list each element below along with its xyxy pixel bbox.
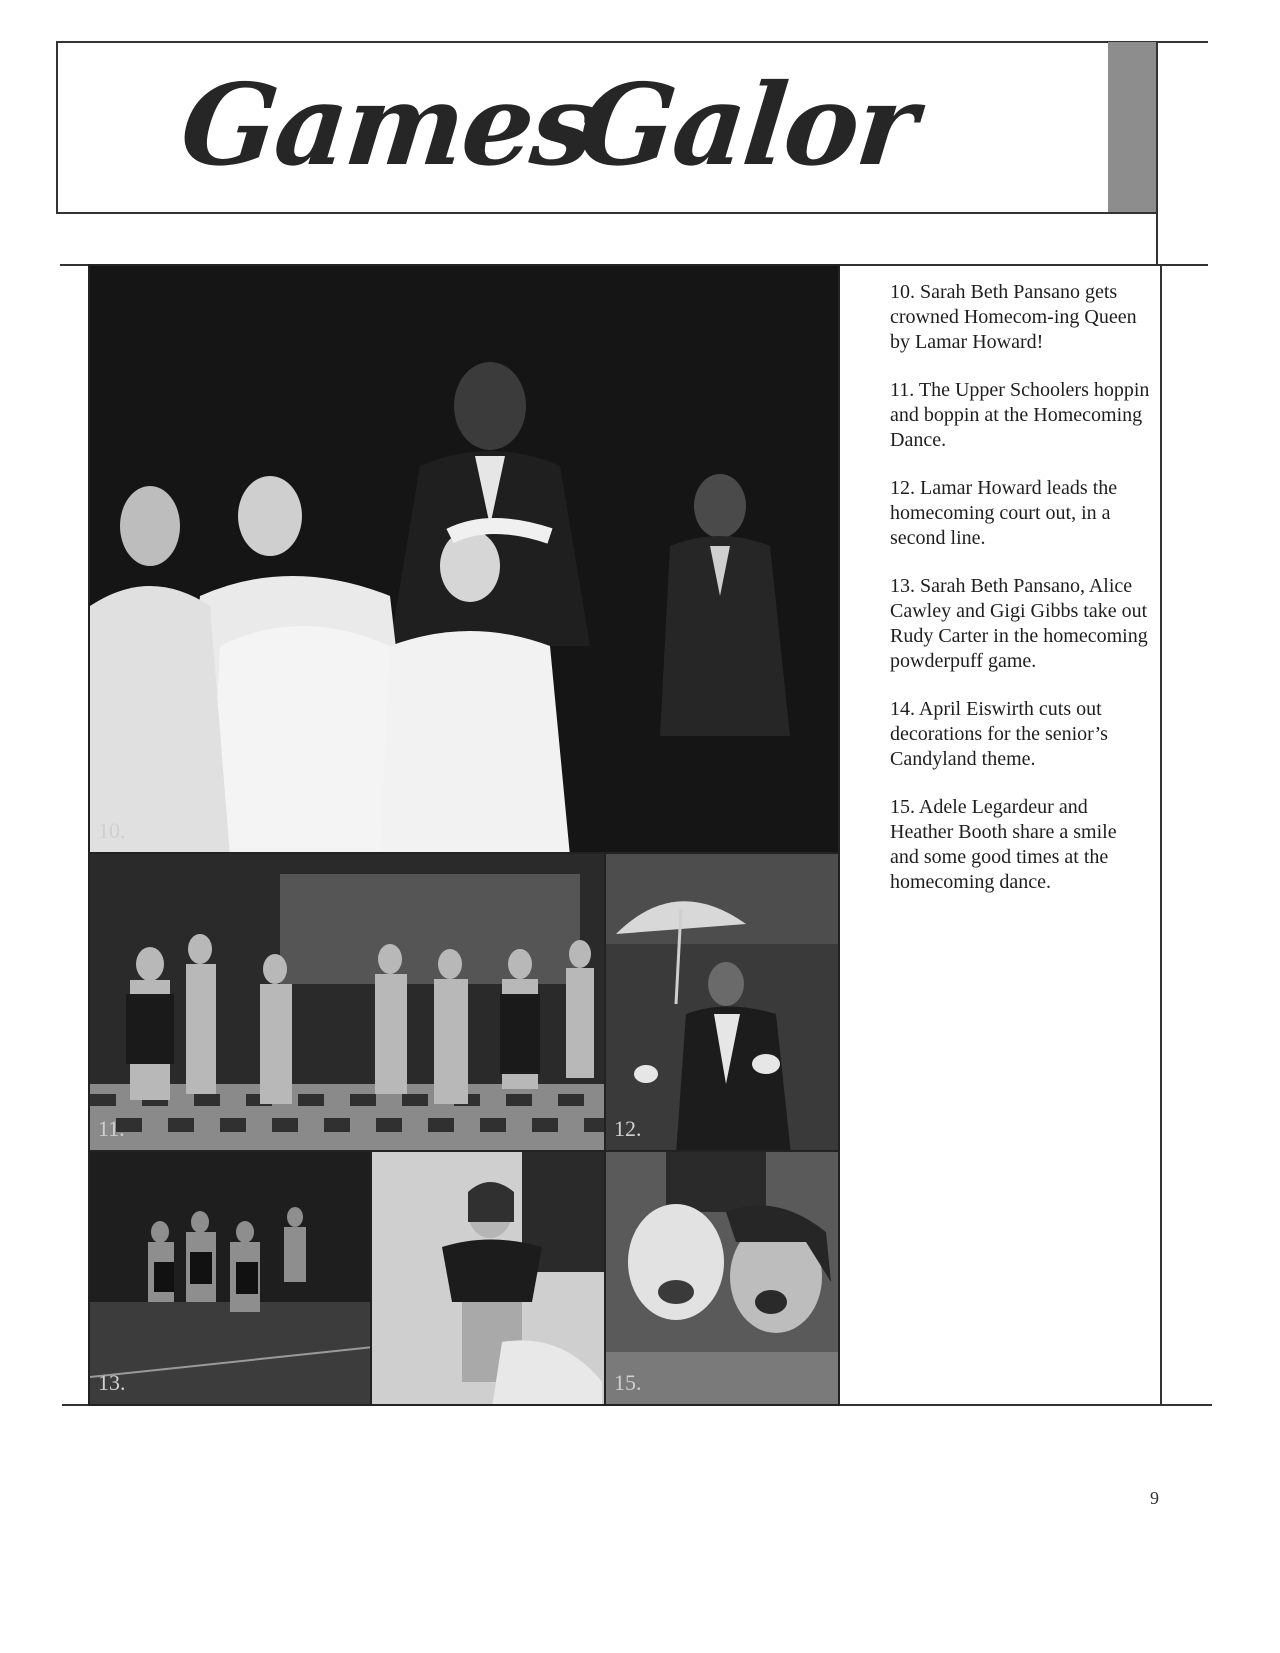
photo-10 [88,264,840,854]
photo-number-12: 12. [614,1116,642,1141]
caption-14: 14. April Eiswirth cuts out decorations for the senior’s Candyland theme. [890,698,1108,770]
photo-14 [370,1150,606,1406]
caption-12: 12. Lamar Howard leads the homecoming court out, in a second line. [890,477,1118,549]
content-right-rule [1160,264,1162,1404]
powderpuff-game-illustration [90,1152,372,1406]
caption-15: 15. Adele Legardeur and Heather Booth share a smile and some good times at the homecoming dance. [890,796,1117,893]
photo-number-15: 15. [614,1370,642,1395]
photo-number-10: 10. [98,818,126,843]
friends-smiling-illustration [606,1152,840,1406]
homecoming-dance-illustration [90,854,606,1152]
photo-13 [88,1150,372,1406]
right-margin-rule [1156,42,1158,264]
photo-number-13: 13. [98,1370,126,1395]
title-top-rule [56,41,1208,43]
title-gray-tab [1108,42,1156,212]
title-left-rule [56,42,58,212]
photo-number-14: 14. [380,1370,408,1395]
caption-10: 10. Sarah Beth Pansano gets crowned Homecom-ing Queen by Lamar Howard! [890,281,1137,353]
caption-13: 13. Sarah Beth Pansano, Alice Cawley and Gigi Gibbs take out Rudy Carter in the homecoming powderpuff game. [890,575,1148,672]
second-line-umbrella-illustration [606,854,840,1152]
candyland-decorations-illustration [372,1152,606,1406]
captions-column [890,280,1150,918]
page-number: 9 [1150,1488,1159,1508]
title-bottom-rule [56,212,1156,214]
photo-15 [604,1150,840,1406]
page-title-word-1: Games [175,60,600,191]
homecoming-crowning-illustration [90,266,840,854]
photo-11 [88,852,606,1152]
page-title-word-2: Galor [573,60,922,191]
caption-11: 11. The Upper Schoolers hoppin and boppin at the Homecoming Dance. [890,379,1150,451]
photo-number-11: 11. [98,1116,125,1141]
photo-12 [604,852,840,1152]
